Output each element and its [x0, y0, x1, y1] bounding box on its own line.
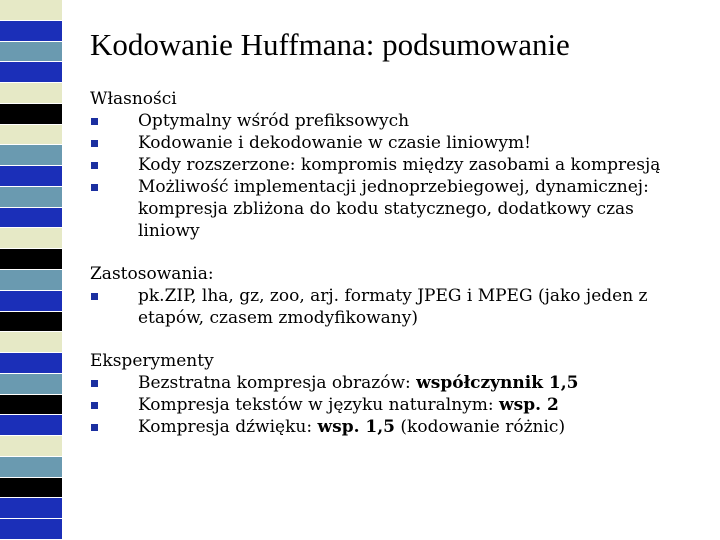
item-text: Bezstratna kompresja obrazów:	[138, 373, 417, 393]
list-item	[90, 285, 700, 329]
list-item	[90, 176, 700, 242]
stripe-block	[0, 228, 62, 249]
section-heading: Własności	[90, 89, 177, 109]
stripe-block	[0, 353, 62, 374]
stripe-block	[0, 478, 62, 499]
stripe-block	[0, 62, 62, 83]
item-emphasis: współczynnik 1,5	[416, 373, 579, 393]
stripe-block	[0, 42, 62, 63]
list-item	[90, 110, 700, 132]
item-text: Kompresja dźwięku:	[138, 417, 318, 437]
stripe-block	[0, 498, 62, 519]
item-text: Kodowanie i dekodowanie w czasie liniowym!	[138, 133, 531, 153]
item-emphasis: wsp. 2	[499, 395, 559, 415]
decorative-stripe	[0, 0, 62, 540]
square-bullet-icon	[91, 184, 98, 191]
square-bullet-icon	[91, 293, 98, 300]
stripe-block	[0, 332, 62, 353]
list-item	[90, 132, 700, 154]
list-item	[90, 394, 700, 416]
stripe-block	[0, 312, 62, 333]
stripe-block	[0, 395, 62, 416]
stripe-block	[0, 208, 62, 229]
section-experiments	[90, 350, 700, 438]
stripe-block	[0, 104, 62, 125]
square-bullet-icon	[91, 162, 98, 169]
stripe-block	[0, 436, 62, 457]
section-heading: Eksperymenty	[90, 351, 214, 371]
stripe-block	[0, 415, 62, 436]
list-item	[90, 372, 700, 394]
list-item	[90, 416, 700, 438]
stripe-block	[0, 187, 62, 208]
stripe-block	[0, 83, 62, 104]
section-properties	[90, 88, 700, 242]
stripe-block	[0, 166, 62, 187]
stripe-block	[0, 519, 62, 540]
stripe-block	[0, 0, 62, 21]
item-text: (kodowanie różnic)	[395, 417, 566, 437]
stripe-block	[0, 145, 62, 166]
stripe-block	[0, 249, 62, 270]
slide-content	[90, 88, 700, 438]
item-text: Optymalny wśród prefiksowych	[138, 111, 410, 131]
item-text: Kody rozszerzone: kompromis między zasobami a kompresją	[138, 155, 661, 175]
item-text: Kompresja tekstów w języku naturalnym:	[138, 395, 500, 415]
stripe-block	[0, 457, 62, 478]
stripe-block	[0, 291, 62, 312]
square-bullet-icon	[91, 118, 98, 125]
square-bullet-icon	[91, 140, 98, 147]
stripe-block	[0, 21, 62, 42]
stripe-block	[0, 125, 62, 146]
slide-title: Kodowanie Huffmana: podsumowanie	[90, 27, 570, 62]
stripe-block	[0, 374, 62, 395]
square-bullet-icon	[91, 380, 98, 387]
item-text: pk.ZIP, lha, gz, zoo, arj. formaty JPEG i MPEG (jako jeden z etapów, czasem zmodyfikowany)	[138, 286, 648, 328]
list-item	[90, 154, 700, 176]
square-bullet-icon	[91, 424, 98, 431]
section-applications	[90, 263, 700, 329]
item-text: Możliwość implementacji jednoprzebiegowej, dynamicznej: kompresja zbliżona do kodu statycznego, dodatkowy czas liniowy	[138, 177, 649, 241]
item-emphasis: wsp. 1,5	[317, 417, 395, 437]
stripe-block	[0, 270, 62, 291]
section-heading: Zastosowania:	[90, 264, 214, 284]
square-bullet-icon	[91, 402, 98, 409]
